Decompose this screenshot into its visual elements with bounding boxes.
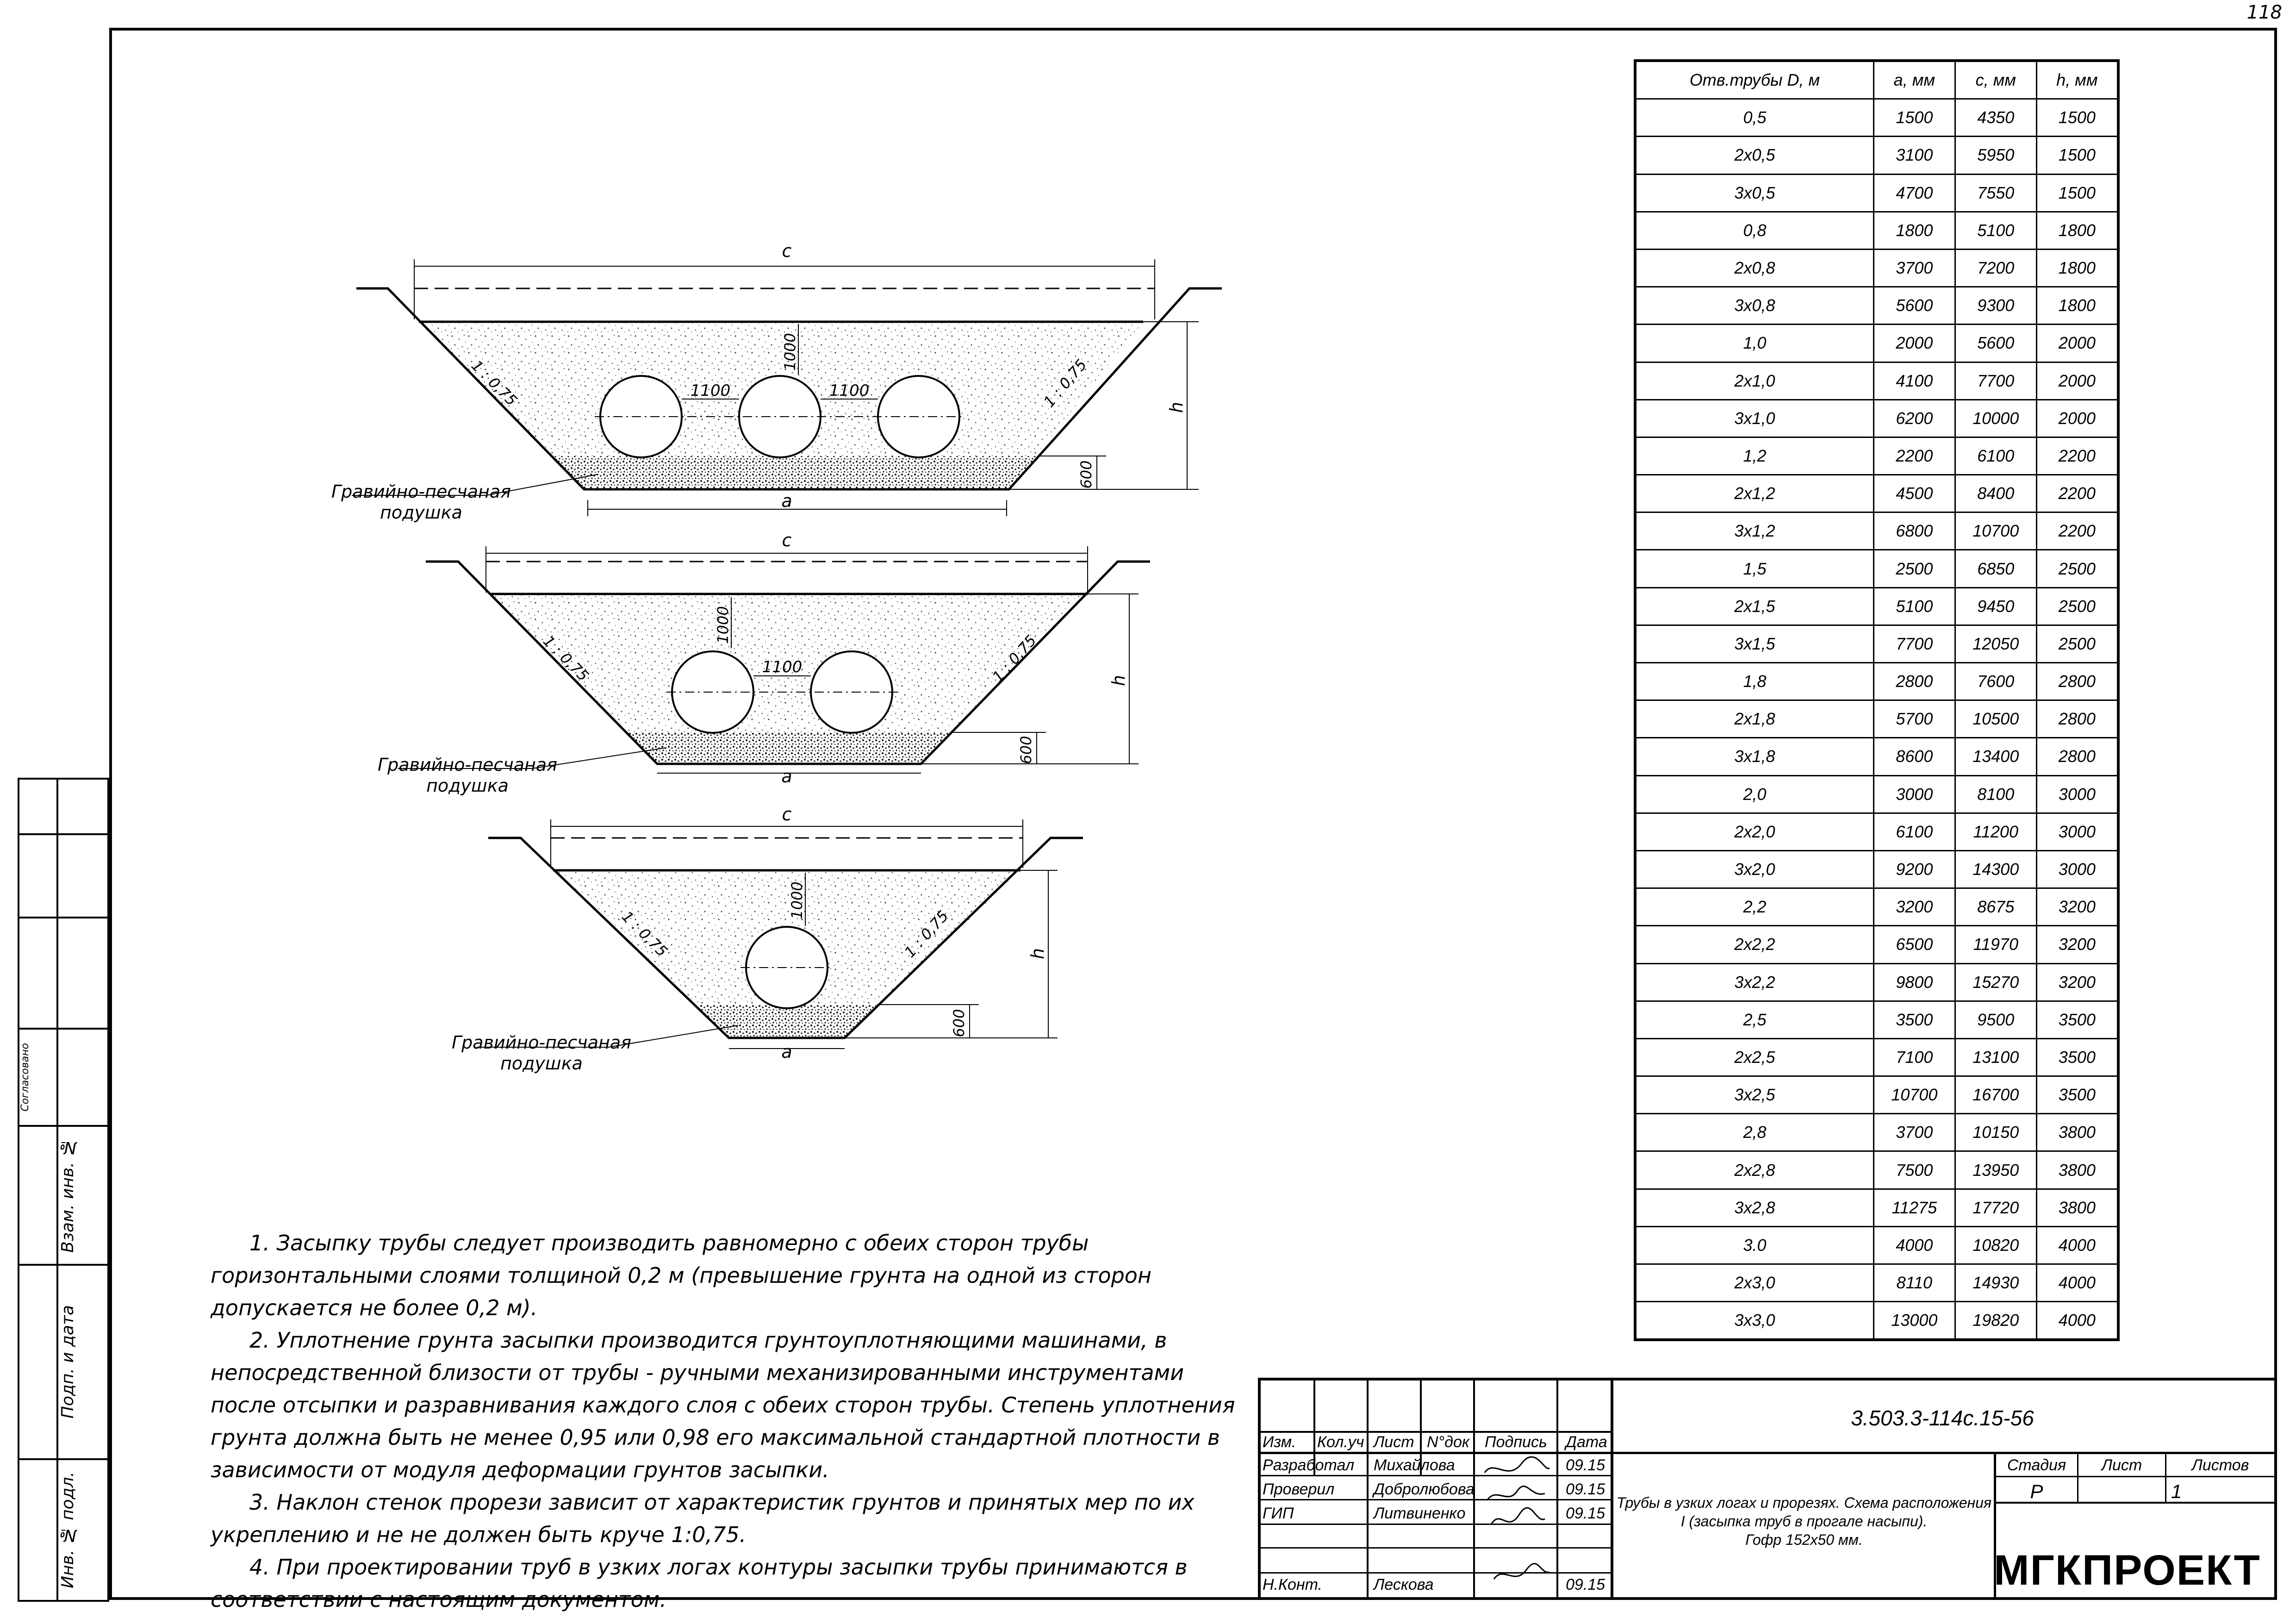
- cell-c: 9300: [1955, 287, 2036, 325]
- cell-c: 5950: [1955, 137, 2036, 174]
- cell-diameter: 3x2,2: [1635, 963, 1873, 1001]
- cell-c: 15270: [1955, 963, 2036, 1001]
- cell-h: 1800: [2036, 212, 2118, 249]
- cell-a: 3700: [1873, 249, 1955, 287]
- cell-h: 2500: [2036, 587, 2118, 625]
- doc-code: 3.503.3-114с.15-56: [1851, 1406, 2034, 1430]
- table-row: [1635, 926, 2118, 963]
- cell-diameter: 2x1,8: [1635, 700, 1873, 738]
- cell-a: 9800: [1873, 963, 1955, 1001]
- cell-a: 7700: [1873, 625, 1955, 662]
- cell-h: 3000: [2036, 850, 2118, 888]
- cell-h: 2000: [2036, 362, 2118, 400]
- cell-c: 14300: [1955, 850, 2036, 888]
- cell-h: 2800: [2036, 738, 2118, 775]
- dim-h-1: h: [1166, 401, 1187, 413]
- date-nkont: 09.15: [1566, 1576, 1605, 1593]
- cell-c: 11970: [1955, 926, 2036, 963]
- cell-diameter: 3x1,5: [1635, 625, 1873, 662]
- cell-c: 6850: [1955, 550, 2036, 587]
- cell-c: 7600: [1955, 663, 2036, 700]
- cell-a: 3500: [1873, 1001, 1955, 1038]
- cell-h: 3500: [2036, 1001, 2118, 1038]
- header-h: h, мм: [2036, 61, 2118, 99]
- cell-h: 3500: [2036, 1076, 2118, 1114]
- table-row: [1635, 1226, 2118, 1264]
- table-row: [1635, 1001, 2118, 1038]
- cell-diameter: 3x1,8: [1635, 738, 1873, 775]
- cell-c: 5600: [1955, 325, 2036, 362]
- cell-h: 3500: [2036, 1038, 2118, 1076]
- table-row: [1635, 362, 2118, 400]
- cell-diameter: 3.0: [1635, 1226, 1873, 1264]
- stadia-label: Стадия: [2007, 1456, 2066, 1474]
- table-row: [1635, 963, 2118, 1001]
- cell-a: 1800: [1873, 212, 1955, 249]
- cell-a: 6100: [1873, 813, 1955, 850]
- pad-label-2b: подушка: [426, 775, 509, 796]
- col-izm: Изм.: [1263, 1433, 1296, 1451]
- name-razrabotal: Михайлова: [1374, 1456, 1455, 1474]
- vzam-inv-label: Взам. инв. №: [58, 1138, 77, 1253]
- cell-c: 7700: [1955, 362, 2036, 400]
- cell-h: 1800: [2036, 249, 2118, 287]
- role-razrabotal: Разработал: [1263, 1456, 1355, 1474]
- cell-h: 1500: [2036, 99, 2118, 137]
- table-row: [1635, 1302, 2118, 1340]
- dim-h-2: h: [1108, 675, 1129, 687]
- header-c: c, мм: [1955, 61, 2036, 99]
- header-a: a, мм: [1873, 61, 1955, 99]
- table-row: [1635, 813, 2118, 850]
- slope-right-1: 1 : 0,75: [1040, 356, 1090, 411]
- cell-a: 2800: [1873, 663, 1955, 700]
- dim-600-2: 600: [1017, 736, 1035, 764]
- cell-h: 3200: [2036, 926, 2118, 963]
- cell-a: 6800: [1873, 512, 1955, 550]
- cell-a: 11275: [1873, 1189, 1955, 1226]
- cell-c: 10500: [1955, 700, 2036, 738]
- cell-c: 10820: [1955, 1226, 2036, 1264]
- cell-c: 9450: [1955, 587, 2036, 625]
- dim-1100-2: 1100: [762, 658, 803, 676]
- list-label: Лист: [2101, 1456, 2142, 1474]
- cell-c: 19820: [1955, 1302, 2036, 1340]
- cell-diameter: 2x0,8: [1635, 249, 1873, 287]
- podp-data-label: Подп. и дата: [58, 1305, 77, 1419]
- dim-a-2: a: [781, 766, 792, 787]
- cell-a: 7500: [1873, 1151, 1955, 1189]
- table-row: [1635, 1076, 2118, 1114]
- cell-diameter: 3x1,0: [1635, 400, 1873, 437]
- cell-a: 9200: [1873, 850, 1955, 888]
- table-row: [1635, 325, 2118, 362]
- cell-h: 2500: [2036, 625, 2118, 662]
- table-row: [1635, 1038, 2118, 1076]
- dim-c-3: c: [782, 804, 792, 824]
- cell-diameter: 2,8: [1635, 1114, 1873, 1151]
- table-row: [1635, 700, 2118, 738]
- cell-a: 3200: [1873, 888, 1955, 926]
- slope-right-3: 1 : 0,75: [901, 907, 952, 961]
- cell-h: 4000: [2036, 1264, 2118, 1302]
- dim-h-3: h: [1027, 948, 1048, 960]
- cell-h: 2200: [2036, 512, 2118, 550]
- date-proveril: 09.15: [1566, 1480, 1605, 1498]
- cell-a: 2500: [1873, 550, 1955, 587]
- cell-c: 8400: [1955, 475, 2036, 512]
- cell-diameter: 2,0: [1635, 775, 1873, 813]
- table-row: [1635, 738, 2118, 775]
- cell-a: 7100: [1873, 1038, 1955, 1076]
- dim-600-3: 600: [950, 1009, 968, 1037]
- cell-h: 4000: [2036, 1302, 2118, 1340]
- cell-a: 1500: [1873, 99, 1955, 137]
- col-ndok: N°док: [1427, 1433, 1469, 1451]
- cell-a: 4500: [1873, 475, 1955, 512]
- table-row: [1635, 249, 2118, 287]
- dim-a-1: a: [781, 491, 792, 511]
- cell-diameter: 3x0,8: [1635, 287, 1873, 325]
- cell-c: 9500: [1955, 1001, 2036, 1038]
- cell-h: 3800: [2036, 1189, 2118, 1226]
- note-3: 3. Наклон стенок прорези зависит от характеристик грунтов и принятых мер по их укреплению и не не должен быть круче 1:0,75.: [211, 1490, 1195, 1547]
- cell-a: 3000: [1873, 775, 1955, 813]
- cell-diameter: 3x2,8: [1635, 1189, 1873, 1226]
- cell-a: 3100: [1873, 137, 1955, 174]
- cell-diameter: 3x2,0: [1635, 850, 1873, 888]
- cell-diameter: 2x2,0: [1635, 813, 1873, 850]
- table-row: [1635, 888, 2118, 926]
- cell-a: 5600: [1873, 287, 1955, 325]
- title-block: [1258, 1378, 2274, 1597]
- list-value: 1: [2171, 1480, 2182, 1502]
- header-diameter: Отв.трубы D, м: [1635, 61, 1873, 99]
- sheet-title-line1: Трубы в узких логах и прорезях. Схема расположения: [1617, 1494, 1992, 1511]
- dim-1100-1b: 1100: [829, 381, 870, 400]
- name-proveril: Добролюбова: [1374, 1480, 1475, 1498]
- cell-diameter: 2,5: [1635, 1001, 1873, 1038]
- cell-a: 6200: [1873, 400, 1955, 437]
- table-row: [1635, 587, 2118, 625]
- cell-c: 16700: [1955, 1076, 2036, 1114]
- date-razrabotal: 09.15: [1566, 1456, 1605, 1474]
- table-row: [1635, 437, 2118, 475]
- cell-a: 6500: [1873, 926, 1955, 963]
- stadia-value: Р: [2030, 1480, 2043, 1502]
- cell-a: 8110: [1873, 1264, 1955, 1302]
- cell-diameter: 2x1,0: [1635, 362, 1873, 400]
- cell-diameter: 2x0,5: [1635, 137, 1873, 174]
- cell-a: 10700: [1873, 1076, 1955, 1114]
- cell-diameter: 3x3,0: [1635, 1302, 1873, 1340]
- cell-h: 4000: [2036, 1226, 2118, 1264]
- cell-a: 4100: [1873, 362, 1955, 400]
- name-nkont: Лескова: [1374, 1576, 1434, 1593]
- cell-diameter: 2x2,5: [1635, 1038, 1873, 1076]
- cell-c: 4350: [1955, 99, 2036, 137]
- cell-a: 2000: [1873, 325, 1955, 362]
- inv-podl-label: Инв. № подл.: [58, 1472, 77, 1588]
- cell-a: 8600: [1873, 738, 1955, 775]
- cell-h: 3800: [2036, 1151, 2118, 1189]
- table-row: [1635, 550, 2118, 587]
- cell-c: 6100: [1955, 437, 2036, 475]
- cell-c: 10150: [1955, 1114, 2036, 1151]
- cell-a: 3700: [1873, 1114, 1955, 1151]
- cell-c: 17720: [1955, 1189, 2036, 1226]
- role-nkont: Н.Конт.: [1263, 1576, 1323, 1593]
- cell-diameter: 1,0: [1635, 325, 1873, 362]
- table-row: [1635, 1114, 2118, 1151]
- cell-h: 2800: [2036, 700, 2118, 738]
- cell-c: 13400: [1955, 738, 2036, 775]
- cell-c: 10700: [1955, 512, 2036, 550]
- signatures: [1475, 1454, 1556, 1593]
- cell-diameter: 1,8: [1635, 663, 1873, 700]
- cell-diameter: 3x1,2: [1635, 512, 1873, 550]
- company-logo: МГКПРОЕКТ: [1994, 1547, 2261, 1594]
- col-list: Лист: [1374, 1433, 1414, 1451]
- dim-1000-3: 1000: [788, 881, 806, 919]
- cell-h: 3000: [2036, 813, 2118, 850]
- pad-label-3a: Гравийно-песчаная: [451, 1032, 632, 1053]
- sheet-title: [1617, 1493, 1991, 1549]
- cell-h: 1500: [2036, 174, 2118, 212]
- dim-1100-1a: 1100: [690, 381, 731, 400]
- slope-left-3: 1 : 0,75: [618, 907, 671, 961]
- cell-diameter: 2,2: [1635, 888, 1873, 926]
- cell-diameter: 2x1,5: [1635, 587, 1873, 625]
- general-notes: [211, 1227, 1238, 1616]
- dim-c-1: c: [782, 241, 792, 261]
- cell-diameter: 1,5: [1635, 550, 1873, 587]
- cell-c: 13950: [1955, 1151, 2036, 1189]
- cell-diameter: 2x1,2: [1635, 475, 1873, 512]
- cell-diameter: 0,8: [1635, 212, 1873, 249]
- cell-c: 7200: [1955, 249, 2036, 287]
- note-2: 2. Уплотнение грунта засыпки производится грунтоуплотняющими машинами, в непосредственной близости от трубы - ручными механизированными инструментами после отсыпки и разравнивания каждого слоя с обеих сторон трубы. Степень уплотнения грунта должна быть не менее 0,95 или 0,98 его максимальной стандартной плотности в зависимости от модуля деформации грунтов засыпки.: [211, 1328, 1235, 1482]
- table-row: [1635, 475, 2118, 512]
- slope-left-2: 1 : 0,75: [539, 632, 592, 685]
- pad-label-2a: Гравийно-песчаная: [377, 755, 558, 775]
- cell-c: 14930: [1955, 1264, 2036, 1302]
- cell-h: 2200: [2036, 475, 2118, 512]
- cell-a: 2200: [1873, 437, 1955, 475]
- cell-a: 4700: [1873, 174, 1955, 212]
- cell-h: 3200: [2036, 888, 2118, 926]
- role-proveril: Проверил: [1263, 1480, 1335, 1498]
- cell-h: 1500: [2036, 137, 2118, 174]
- dim-1000-2: 1000: [714, 606, 732, 644]
- cell-h: 2000: [2036, 325, 2118, 362]
- table-header-row: [1635, 61, 2118, 99]
- cell-h: 2200: [2036, 437, 2118, 475]
- table-row: [1635, 1151, 2118, 1189]
- cell-diameter: 3x0,5: [1635, 174, 1873, 212]
- cell-diameter: 2x2,8: [1635, 1151, 1873, 1189]
- name-gip: Литвиненко: [1374, 1505, 1466, 1522]
- table-row: [1635, 625, 2118, 662]
- soglasovano-label: Согласовано: [19, 1043, 31, 1112]
- cell-h: 1800: [2036, 287, 2118, 325]
- table-row: [1635, 99, 2118, 137]
- table-row: [1635, 400, 2118, 437]
- cell-c: 5100: [1955, 212, 2036, 249]
- pipe-dimensions-table: [1634, 59, 2120, 1341]
- sheet-title-line3: Гофр 152х50 мм.: [1745, 1531, 1863, 1548]
- sheet-title-line2: I (засыпка труб в прогале насыпи).: [1680, 1513, 1928, 1530]
- cell-c: 7550: [1955, 174, 2036, 212]
- cell-a: 5700: [1873, 700, 1955, 738]
- col-kol: Кол.уч: [1317, 1433, 1364, 1451]
- table-row: [1635, 775, 2118, 813]
- slope-right-2: 1 : 0,75: [989, 631, 1040, 686]
- page-number: 118: [2246, 2, 2282, 23]
- table-row: [1635, 174, 2118, 212]
- date-gip: 09.15: [1566, 1505, 1605, 1522]
- table-row: [1635, 1189, 2118, 1226]
- cell-diameter: 1,2: [1635, 437, 1873, 475]
- cell-h: 3000: [2036, 775, 2118, 813]
- cell-h: 3200: [2036, 963, 2118, 1001]
- slope-left-1: 1 : 0,75: [467, 356, 521, 410]
- cell-diameter: 2x3,0: [1635, 1264, 1873, 1302]
- table-row: [1635, 137, 2118, 174]
- col-data: Дата: [1566, 1433, 1607, 1451]
- dim-600-1: 600: [1077, 460, 1095, 489]
- table-row: [1635, 663, 2118, 700]
- cell-c: 11200: [1955, 813, 2036, 850]
- listov-label: Листов: [2191, 1456, 2249, 1474]
- cell-a: 4000: [1873, 1226, 1955, 1264]
- pad-label-3b: подушка: [500, 1053, 583, 1074]
- cell-h: 3800: [2036, 1114, 2118, 1151]
- dim-a-3: a: [781, 1042, 792, 1062]
- pad-label-1b: подушка: [380, 502, 462, 523]
- table-row: [1635, 512, 2118, 550]
- cell-a: 5100: [1873, 587, 1955, 625]
- cell-h: 2500: [2036, 550, 2118, 587]
- dim-1000-1: 1000: [781, 333, 799, 371]
- cell-c: 8100: [1955, 775, 2036, 813]
- table-row: [1635, 1264, 2118, 1302]
- table-row: [1635, 287, 2118, 325]
- note-1: 1. Засыпку трубы следует производить равномерно с обеих сторон трубы горизонтальными слоями толщиной 0,2 м (превышение грунта на одной из сторон допускается не более 0,2 м).: [211, 1230, 1152, 1320]
- table-row: [1635, 850, 2118, 888]
- cell-diameter: 2x2,2: [1635, 926, 1873, 963]
- cell-a: 13000: [1873, 1302, 1955, 1340]
- note-4: 4. При проектировании труб в узких логах контуры засыпки трубы принимаются в соответствии с настоящим документом.: [211, 1555, 1188, 1612]
- col-podpis: Подпись: [1485, 1433, 1547, 1451]
- cell-c: 10000: [1955, 400, 2036, 437]
- cell-diameter: 3x2,5: [1635, 1076, 1873, 1114]
- cell-c: 13100: [1955, 1038, 2036, 1076]
- dim-c-2: c: [782, 530, 792, 550]
- pad-label-1a: Гравийно-песчаная: [331, 481, 511, 502]
- table-row: [1635, 212, 2118, 249]
- cell-h: 2000: [2036, 400, 2118, 437]
- cell-c: 12050: [1955, 625, 2036, 662]
- cell-diameter: 0,5: [1635, 99, 1873, 137]
- role-gip: ГИП: [1263, 1505, 1294, 1522]
- cell-h: 2800: [2036, 663, 2118, 700]
- cell-c: 8675: [1955, 888, 2036, 926]
